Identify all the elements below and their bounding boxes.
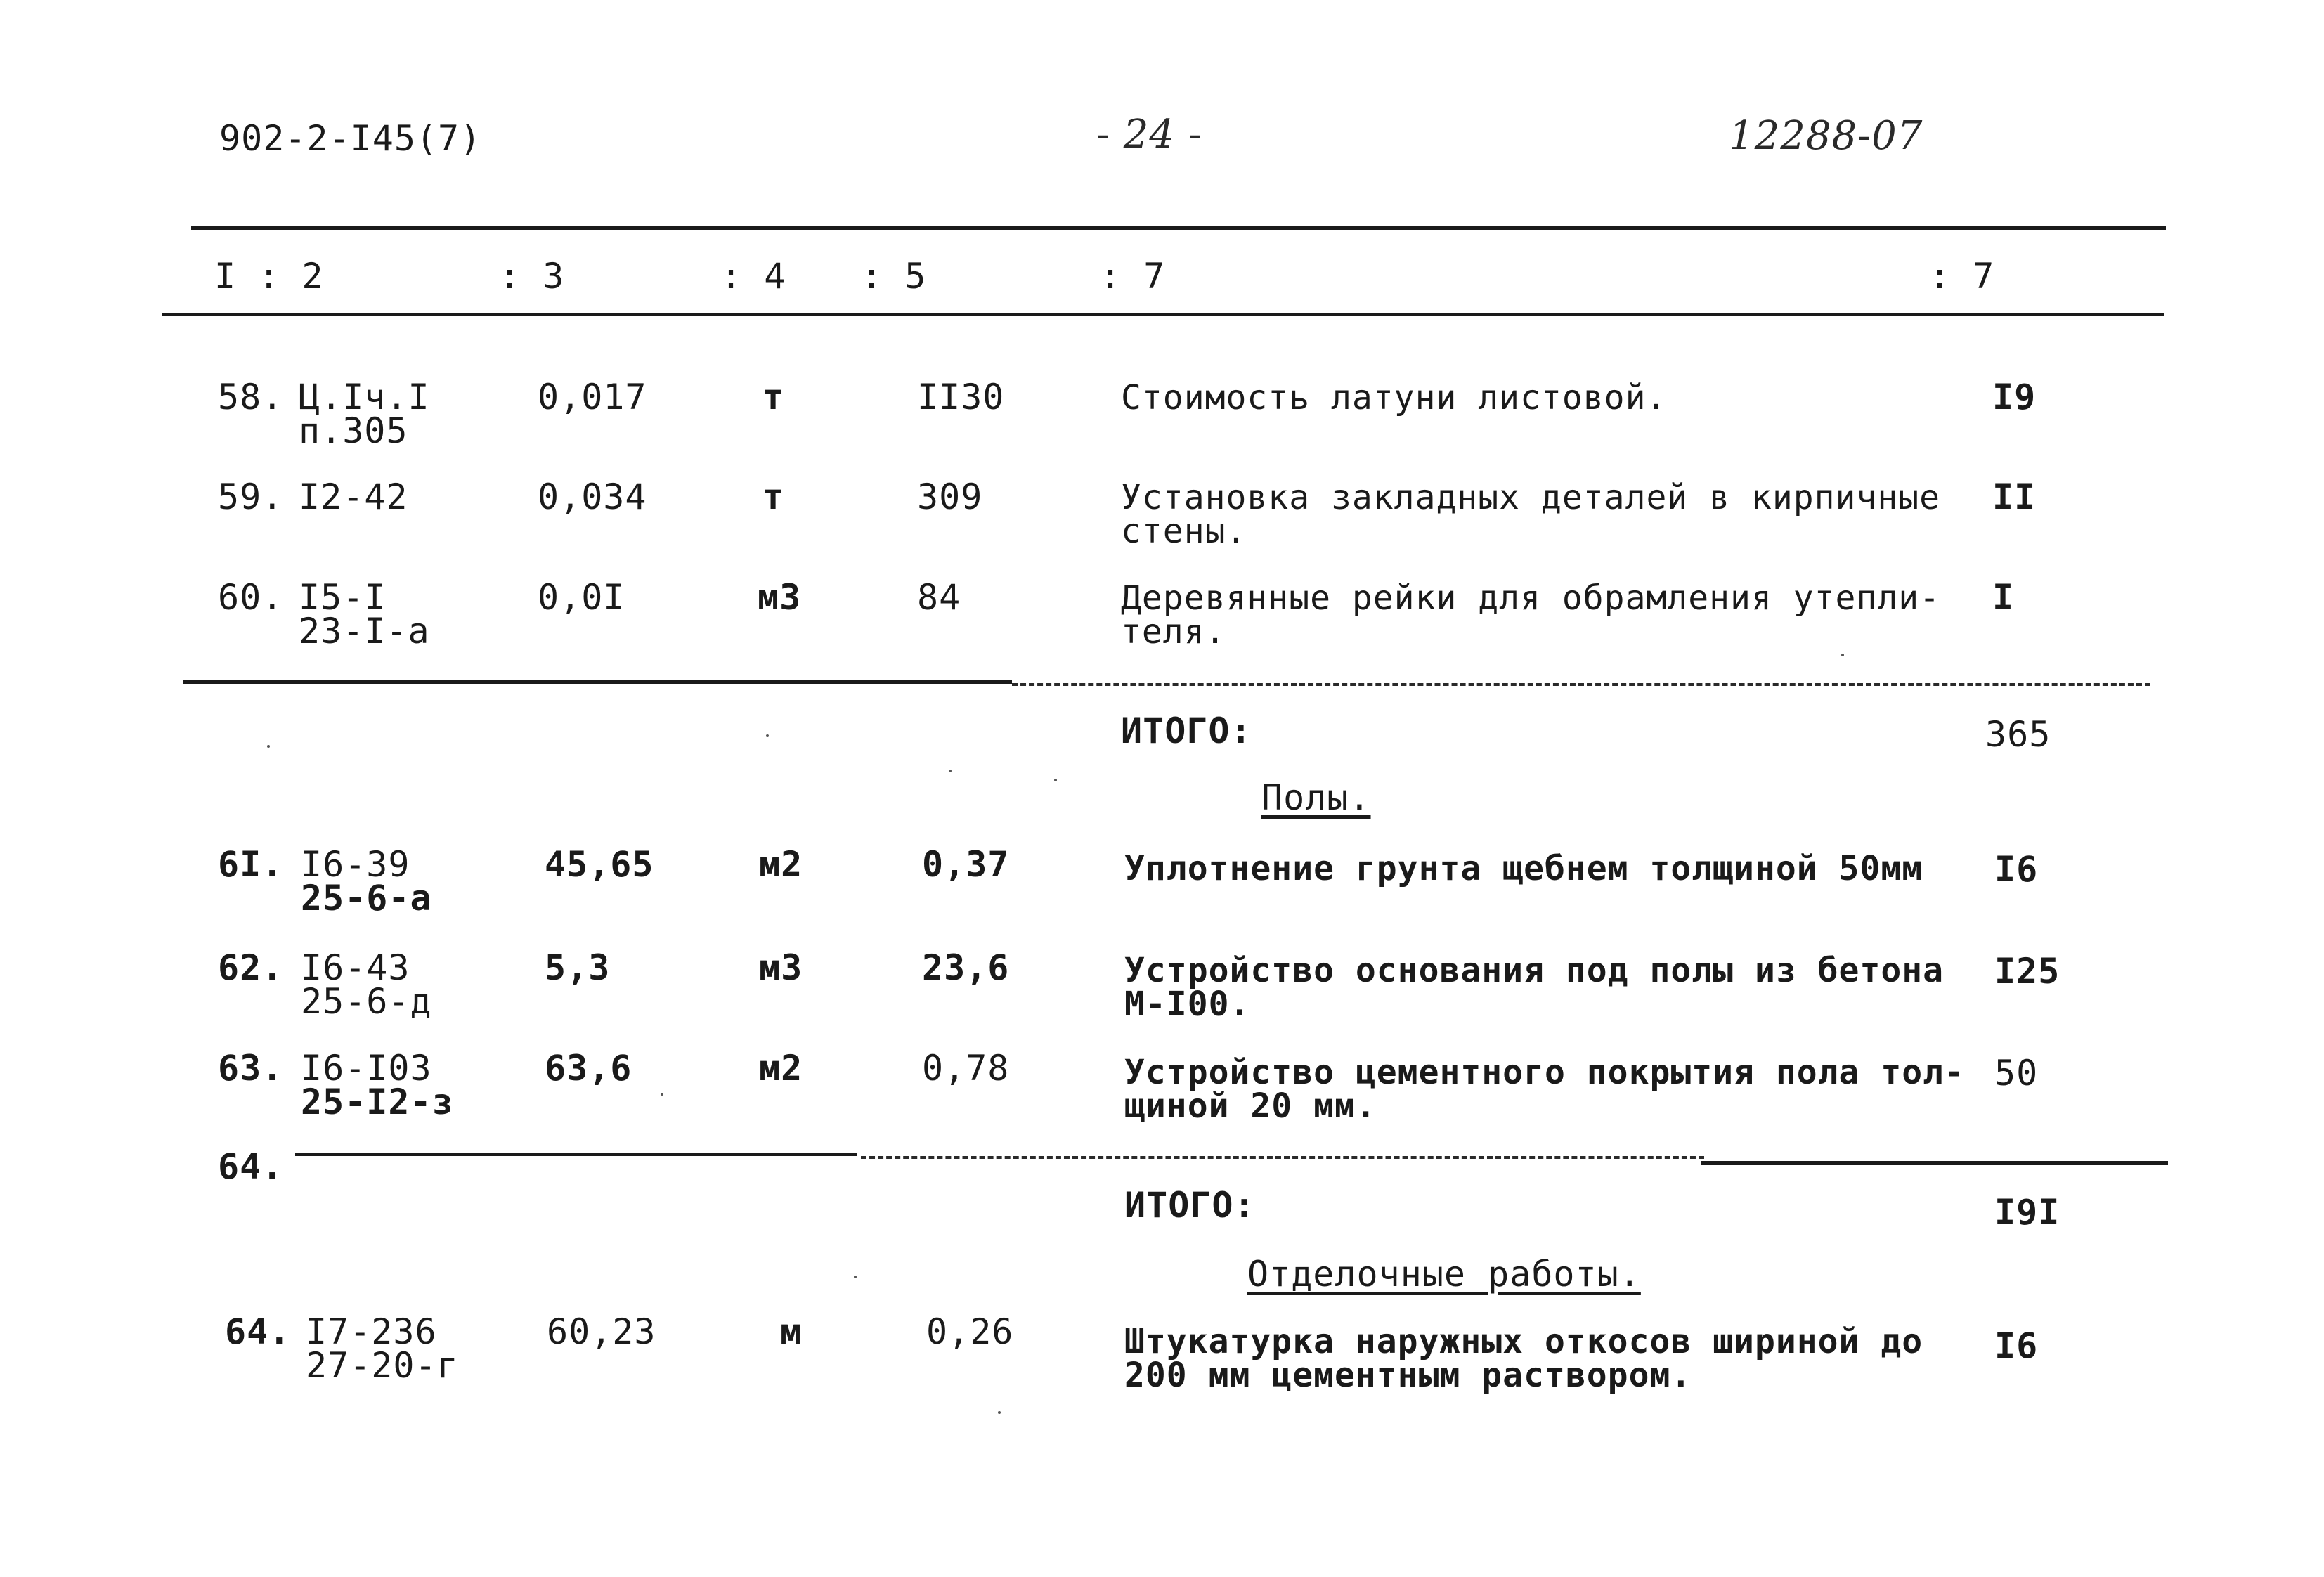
col-header-1-2: I : 2 [214, 256, 324, 297]
row-total: I [1992, 577, 2015, 618]
row-total: II [1992, 476, 2037, 517]
row-total: I6 [1994, 1325, 2039, 1366]
norm-code-secondary: п.305 [299, 410, 408, 451]
unit: т [762, 377, 785, 417]
quantity: 0,017 [538, 377, 647, 417]
norm-code: I7-236 [306, 1311, 437, 1352]
norm-code: I2-42 [299, 476, 408, 517]
norm-code: I6-43 [301, 947, 410, 988]
inventory-number: 12288-07 [1729, 113, 1923, 159]
row-total: I9 [1992, 377, 2037, 417]
quantity: 0,034 [538, 476, 647, 517]
norm-code: I6-39 [301, 844, 410, 885]
description-continued: 200 мм цементным раствором. [1124, 1356, 1692, 1395]
row-total: 50 [1994, 1053, 2039, 1093]
row-number: 58. [218, 377, 284, 417]
subtotal-value: 365 [1985, 714, 2051, 755]
unit: м3 [759, 947, 803, 988]
quantity: 45,65 [545, 844, 654, 885]
description: Устройство цементного покрытия пола тол- [1124, 1053, 1965, 1092]
scan-speck [661, 1093, 663, 1096]
description-continued: щиной 20 мм. [1124, 1086, 1377, 1126]
quantity: 5,3 [545, 947, 611, 988]
unit: м3 [758, 577, 802, 618]
unit: м2 [759, 844, 803, 885]
section-rule-dashed [1012, 683, 2150, 686]
unit-price: 23,6 [922, 947, 1010, 988]
norm-code-secondary: 27-20-г [306, 1345, 459, 1386]
row-number: 59. [218, 476, 284, 517]
unit-price: 309 [917, 476, 983, 517]
norm-code-secondary: 25-6-д [301, 981, 432, 1022]
description-continued: стены. [1121, 512, 1247, 551]
quantity: 0,0I [538, 577, 625, 618]
section-rule [295, 1153, 857, 1156]
header-bottom-rule [162, 313, 2164, 316]
header-top-rule [191, 226, 2166, 230]
col-header-6: : 7 [1100, 256, 1166, 297]
row-total: I25 [1994, 951, 2060, 992]
section-heading-finishing: Отделочные работы. [1247, 1254, 1641, 1294]
document-code: 902-2-I45(7) [219, 118, 482, 159]
description-continued: теля. [1121, 612, 1226, 651]
row-total: I6 [1994, 849, 2039, 890]
section-heading-floors: Полы. [1261, 777, 1371, 818]
norm-code: I5-I [299, 577, 387, 618]
description: Стоимость латуни листовой. [1121, 378, 1668, 417]
unit-price: 0,78 [922, 1048, 1010, 1089]
unit-price: II30 [917, 377, 1005, 417]
norm-code: I6-I03 [301, 1048, 432, 1089]
subtotal-value: I9I [1994, 1192, 2060, 1233]
page-number: - 24 - [1096, 112, 1202, 157]
unit: м [780, 1311, 803, 1352]
unit-price: 84 [917, 577, 961, 618]
section-rule [183, 680, 1012, 684]
scan-speck [1054, 779, 1057, 781]
quantity: 60,23 [547, 1311, 656, 1352]
norm-code-secondary: 25-I2-з [301, 1082, 454, 1122]
norm-code-secondary: 25-6-а [301, 878, 432, 919]
scan-speck [998, 1411, 1001, 1414]
scan-speck [766, 734, 769, 737]
description: Штукатурка наружных откосов шириной до [1124, 1322, 1923, 1361]
unit: т [762, 476, 785, 517]
unit-price: 0,37 [922, 844, 1010, 885]
norm-code: Ц.Iч.I [299, 377, 430, 417]
section-rule-dashed [861, 1156, 1704, 1159]
scan-speck [267, 745, 270, 748]
subtotal-label: ИТОГО: [1124, 1185, 1256, 1226]
description: Устройство основания под полы из бетона [1124, 951, 1945, 990]
row-number-stray: 64. [218, 1146, 284, 1187]
col-header-4: : 4 [720, 256, 786, 297]
description: Установка закладных деталей в кирпичные [1121, 478, 1941, 517]
description: Уплотнение грунта щебнем толщиной 50мм [1124, 849, 1923, 888]
unit-price: 0,26 [926, 1311, 1014, 1352]
subtotal-label: ИТОГО: [1121, 710, 1252, 751]
row-number: 62. [218, 947, 284, 988]
scan-speck [854, 1276, 857, 1278]
description: Деревянные рейки для обрамления утепли- [1121, 578, 1941, 618]
section-rule-end [1701, 1161, 2168, 1165]
scan-speck [949, 770, 952, 772]
description-continued: М-I00. [1124, 985, 1251, 1024]
col-header-3: : 3 [499, 256, 565, 297]
col-header-5: : 5 [861, 256, 927, 297]
row-number: 6I. [218, 844, 284, 885]
row-number: 60. [218, 577, 284, 618]
scan-speck [1841, 654, 1844, 656]
unit: м2 [759, 1048, 803, 1089]
row-number: 64. [225, 1311, 291, 1352]
col-header-7: : 7 [1929, 256, 1995, 297]
row-number: 63. [218, 1048, 284, 1089]
quantity: 63,6 [545, 1048, 632, 1089]
norm-code-secondary: 23-I-а [299, 611, 430, 651]
